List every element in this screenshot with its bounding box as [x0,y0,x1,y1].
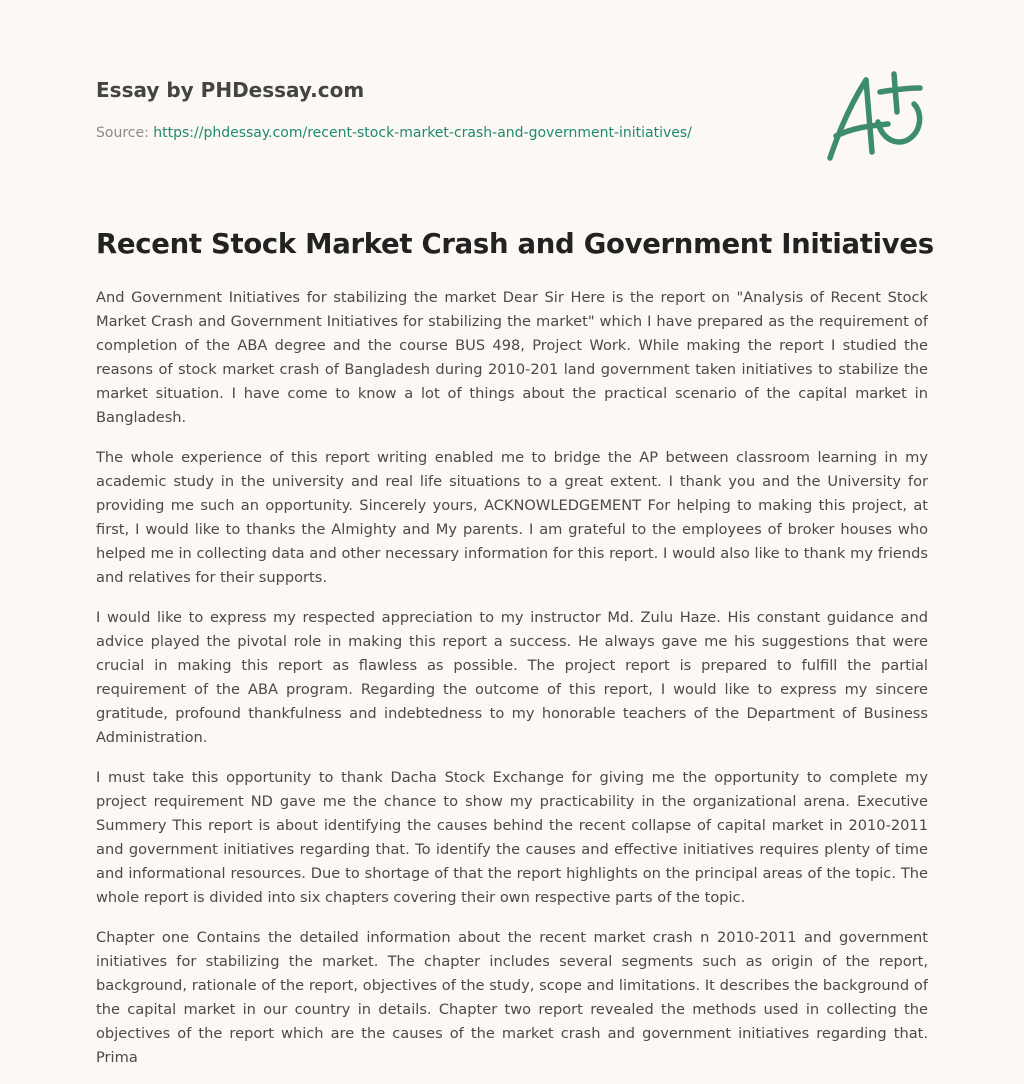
source-link[interactable]: https://phdessay.com/recent-stock-market-crash-and-government-initiatives/ [153,125,692,141]
article-body [96,286,928,1076]
article-title: Recent Stock Market Crash and Government Initiatives [96,228,934,260]
article-paragraph: And Government Initiatives for stabilizing the market Dear Sir Here is the report on "Analysis of Recent Stock Market Crash and Government Initiatives for stabilizing the market" which I have prepared as the requirement of completion of the ABA degree and the course BUS 498, Project Work. While making the report I studied the reasons of stock market crash of Bangladesh during 2010-201 land government taken initiatives to stabilize the market situation. I have come to know a lot of things about the practical scenario of the capital market in Bangladesh. [96,289,928,426]
article-paragraph: I must take this opportunity to thank Dacha Stock Exchange for giving me the opportunity to complete my project requirement ND gave me the chance to show my practicability in the organizational arena. Executive Summery This report is about identifying the causes behind the recent collapse of capital market in 2010-2011 and government initiatives regarding that. To identify the causes and effective initiatives requires plenty of time and informational resources. Due to shortage of that the report highlights on the principal areas of the topic. The whole report is divided into six chapters covering their own respective parts of the topic. [96,769,928,906]
article-paragraph: I would like to express my respected appreciation to my instructor Md. Zulu Haze. His constant guidance and advice played the pivotal role in making this report a success. He always gave me his suggestions that were crucial in making this report as flawless as possible. The project report is prepared to fulfill the partial requirement of the ABA program. Regarding the outcome of this report, I would like to express my sincere gratitude, profound thankfulness and indebtedness to my honorable teachers of the Department of Business Administration. [96,609,928,746]
a-plus-grade-icon [822,66,932,166]
article-paragraph: Chapter one Contains the detailed information about the recent market crash n 2010-2011 and government initiatives for stabilizing the market. The chapter includes several segments such as origin of the report, background, rationale of the report, objectives of the study, scope and limitations. It describes the background of the capital market in our country in details. Chapter two report revealed the methods used in collecting the objectives of the report which are the causes of the market crash and government initiatives regarding that. Prima [96,929,928,1066]
source-line [96,124,796,142]
article-paragraph: The whole experience of this report writing enabled me to bridge the AP between classroom learning in my academic study in the university and real life situations to a great extent. I thank you and the University for providing me such an opportunity. Sincerely yours, ACKNOWLEDGEMENT For helping to making this project, at first, I would like to thanks the Almighty and My parents. I am grateful to the employees of broker houses who helped me in collecting data and other necessary information for this report. I would also like to thank my friends and relatives for their supports. [96,449,928,586]
site-brand: Essay by PHDessay.com [96,78,365,102]
header [96,78,796,142]
source-label: Source: [96,125,149,141]
